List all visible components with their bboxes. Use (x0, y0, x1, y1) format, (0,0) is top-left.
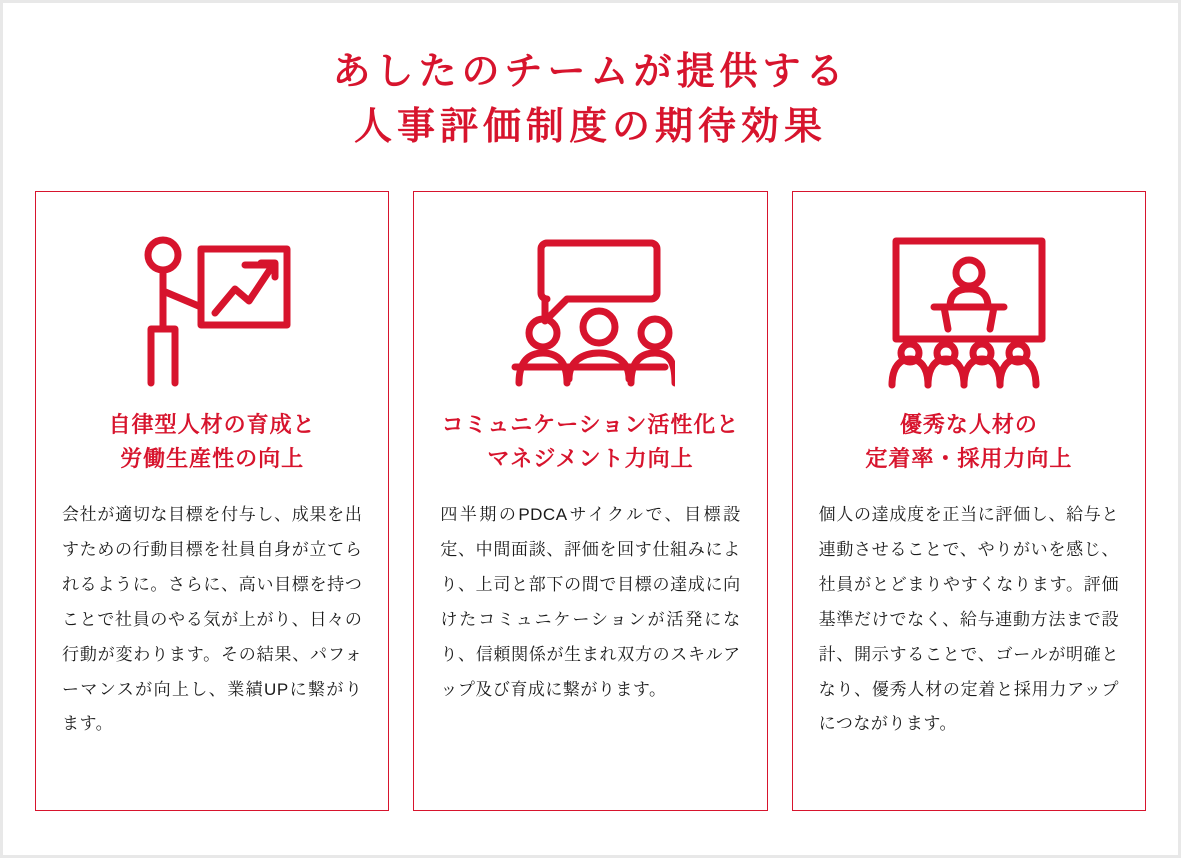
page-title-line-2: 人事評価制度の期待効果 (353, 106, 827, 149)
effect-card-2-title-line-1: コミュニケーション活性化と (441, 412, 740, 438)
effect-card-1-title-line-2: 労働生産性の向上 (120, 446, 305, 472)
effect-card-1-body: 会社が適切な目標を付与し、成果を出すための行動目標を社員自身が立てられるように。さらに、高い目標を持つことで社員のやる気が上がり、日々の行動が変わります。その結果、パフォーマンスが向上し、業績UPに繋がります。 (62, 505, 363, 734)
presenter-whiteboard-chart-icon (127, 218, 297, 408)
effect-card-2-body: 四半期のPDCAサイクルで、目標設定、中間面談、評価を回す仕組みにより、上司と部下の間で目標の達成に向けたコミュニケーションが活発になり、信頼関係が生まれ双方のスキルアップ及び育成に繋がります。 (440, 505, 741, 699)
effect-card-2-title-line-2: マネジメント力向上 (487, 446, 694, 472)
effect-card-2-title (442, 408, 740, 476)
page-title-line-1: あしたのチームが提供する (332, 51, 849, 93)
card-list (3, 155, 1178, 811)
effect-card-2 (413, 191, 767, 811)
meeting-speech-bubble-people-icon (505, 218, 675, 408)
effect-card-1-title-line-1: 自律型人材の育成と (108, 412, 316, 438)
effect-card-3-title-line-2: 定着率・採用力向上 (865, 446, 1073, 472)
effect-card-3-body: 個人の達成度を正当に評価し、給与と連動させることで、やりがいを感じ、社員がとどまりやすくなります。評価基準だけでなく、給与連動方法まで設計、開示することで、ゴールが明確となり、優秀人材の定着と採用力アップにつながります。 (818, 505, 1119, 734)
page-title (3, 3, 1178, 155)
presentation-audience-icon (884, 218, 1054, 408)
effect-card-1 (35, 191, 389, 811)
effect-card-1-title (109, 408, 316, 476)
effect-card-3-title-line-1: 優秀な人材の (899, 412, 1038, 438)
effect-card-3 (792, 191, 1146, 811)
effect-card-3-title (865, 408, 1072, 476)
